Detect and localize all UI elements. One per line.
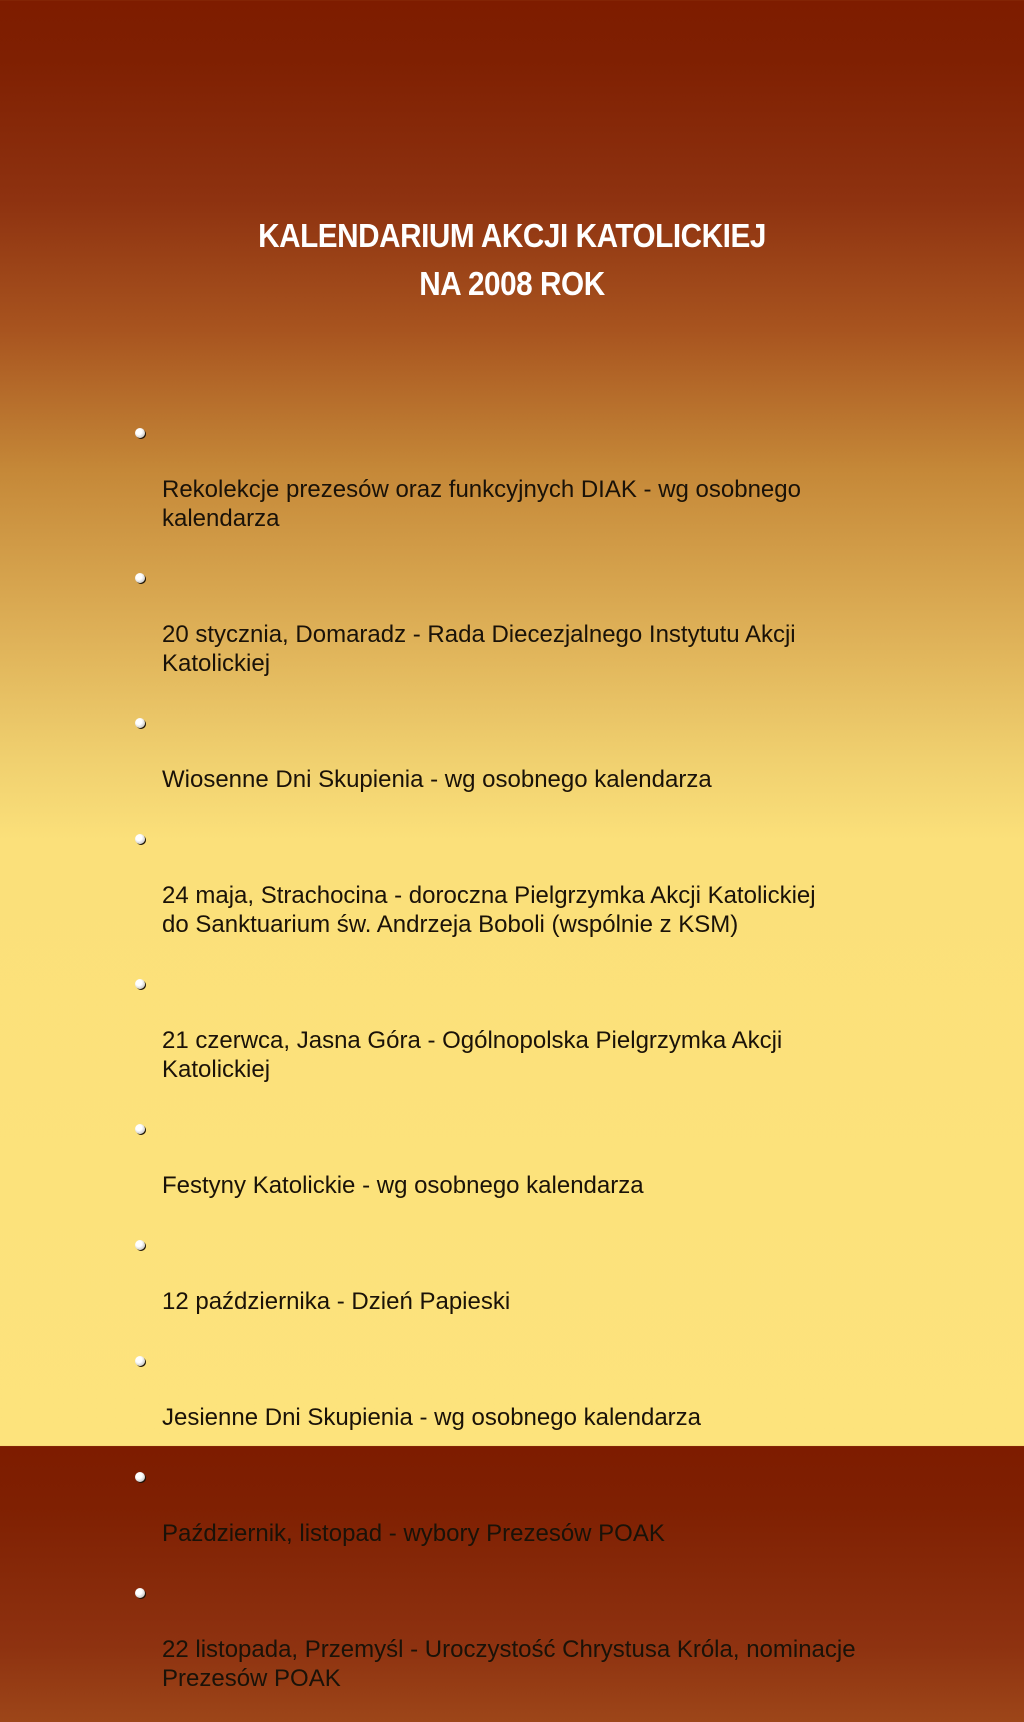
bullet-icon [135,1124,145,1134]
list-item [0,562,1024,678]
title-line-2: NA 2008 ROK [419,265,605,302]
list-item-text: 20 stycznia, Domaradz - Rada Diecezjalnego Instytutu Akcji Katolickiej [162,621,796,677]
list-item [0,968,1024,1084]
bullet-icon [135,1472,145,1482]
title-line-1: KALENDARIUM AKCJI KATOLICKIEJ [258,217,766,254]
list-item-text: Festyny Katolickie - wg osobnego kalendarza [162,1172,644,1199]
list-item [0,1577,1024,1693]
list-item-text: Wiosenne Dni Skupienia - wg osobnego kalendarza [162,766,712,793]
bullet-icon [135,1240,145,1250]
bullet-icon [135,1588,145,1598]
list-item [0,823,1024,939]
list-item [0,417,1024,533]
list-item-text: 22 listopada, Przemyśl - Uroczystość Chrystusa Króla, nominacje Prezesów POAK [162,1636,856,1692]
bullet-icon [135,428,145,438]
list-item-text: 12 października - Dzień Papieski [162,1288,511,1315]
page-title [51,212,973,308]
list-item-text: Jesienne Dni Skupienia - wg osobnego kalendarza [162,1404,702,1431]
list-item-text: 21 czerwca, Jasna Góra - Ogólnopolska Pielgrzymka Akcji Katolickiej [162,1027,783,1083]
list-item-text: Październik, listopad - wybory Prezesów POAK [162,1520,665,1547]
list-item [0,1345,1024,1432]
list-item [0,1461,1024,1548]
list-item [0,1229,1024,1316]
list-item [0,1113,1024,1200]
list-item [0,707,1024,794]
bullet-icon [135,979,145,989]
bullet-icon [135,1356,145,1366]
bullet-icon [135,573,145,583]
list-item-text: Rekolekcje prezesów oraz funkcyjnych DIAK - wg osobnego kalendarza [162,476,801,532]
list-item-text: 24 maja, Strachocina - doroczna Pielgrzymka Akcji Katolickiej do Sanktuarium św. Andrzeja Boboli (wspólnie z KSM) [162,882,816,938]
bullet-icon [135,718,145,728]
calendar-list [0,417,1024,1722]
bullet-icon [135,834,145,844]
